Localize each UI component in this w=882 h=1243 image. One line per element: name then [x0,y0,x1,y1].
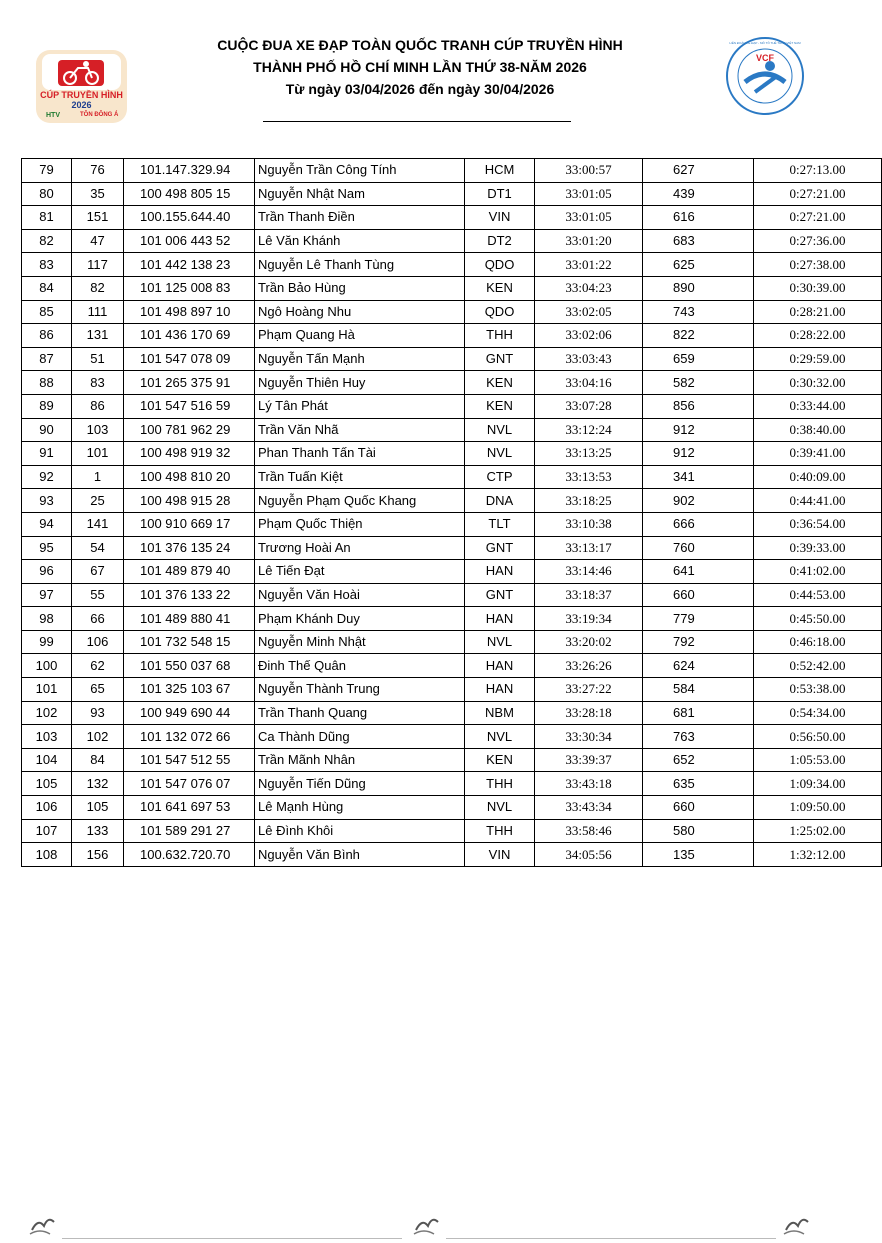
uci-id-cell: 100 498 919 32 [124,442,255,466]
table-row [22,630,882,654]
time-cell: 33:20:02 [535,630,643,654]
rider-name-cell: Lê Tiến Đạt [255,560,465,584]
rank-cell: 101 [22,678,72,702]
logo-cup-text: CÚP TRUYỀN HÌNH [40,90,123,100]
rank-cell: 99 [22,630,72,654]
rank-cell: 79 [22,159,72,183]
points-cell: 580 [643,819,754,843]
bib-cell: 82 [72,276,124,300]
points-cell: 912 [643,418,754,442]
table-row [22,182,882,206]
gap-cell: 0:52:42.00 [754,654,882,678]
table-row [22,394,882,418]
cyclist-icon [56,56,106,88]
points-cell: 683 [643,229,754,253]
sponsor-logo-text: TÔN ĐÔNG Á [80,112,119,118]
rider-name-cell: Nguyễn Minh Nhật [255,630,465,654]
rank-cell: 106 [22,796,72,820]
team-cell: CTP [465,465,535,489]
bib-cell: 141 [72,512,124,536]
gap-cell: 0:44:53.00 [754,583,882,607]
team-cell: NVL [465,418,535,442]
time-cell: 33:13:17 [535,536,643,560]
cyclist-mark-icon [28,1212,58,1238]
table-row [22,583,882,607]
points-cell: 624 [643,654,754,678]
bib-cell: 66 [72,607,124,631]
document-header [0,0,834,140]
time-cell: 33:43:34 [535,796,643,820]
rank-cell: 91 [22,442,72,466]
points-cell: 912 [643,442,754,466]
htv-logo-text: HTV [46,112,60,119]
rider-name-cell: Nguyễn Phạm Quốc Khang [255,489,465,513]
bib-cell: 133 [72,819,124,843]
bib-cell: 55 [72,583,124,607]
gap-cell: 0:56:50.00 [754,725,882,749]
title-underline [263,121,571,122]
cyclist-mark-icon [782,1212,812,1238]
rider-name-cell: Phạm Quang Hà [255,324,465,348]
team-cell: KEN [465,276,535,300]
team-cell: DNA [465,489,535,513]
gap-cell: 0:27:21.00 [754,206,882,230]
rider-name-cell: Trần Mãnh Nhân [255,748,465,772]
table-row [22,159,882,183]
time-cell: 33:13:25 [535,442,643,466]
team-cell: HAN [465,678,535,702]
team-cell: TLT [465,512,535,536]
table-row [22,418,882,442]
time-cell: 33:26:26 [535,654,643,678]
rider-name-cell: Ngô Hoàng Nhu [255,300,465,324]
gap-cell: 0:38:40.00 [754,418,882,442]
uci-id-cell: 101 547 516 59 [124,394,255,418]
uci-id-cell: 100 498 915 28 [124,489,255,513]
time-cell: 33:02:05 [535,300,643,324]
points-cell: 822 [643,324,754,348]
table-row [22,772,882,796]
team-cell: THH [465,772,535,796]
points-cell: 627 [643,159,754,183]
gap-cell: 1:32:12.00 [754,843,882,867]
uci-id-cell: 100 498 805 15 [124,182,255,206]
results-body [22,159,882,867]
points-cell: 341 [643,465,754,489]
rider-name-cell: Trần Văn Nhã [255,418,465,442]
rider-name-cell: Nguyễn Thành Trung [255,678,465,702]
uci-id-cell: 101 547 076 07 [124,772,255,796]
bib-cell: 83 [72,371,124,395]
gap-cell: 0:33:44.00 [754,394,882,418]
table-row [22,465,882,489]
bib-cell: 156 [72,843,124,867]
team-cell: NBM [465,701,535,725]
bib-cell: 105 [72,796,124,820]
table-row [22,300,882,324]
rank-cell: 84 [22,276,72,300]
table-row [22,796,882,820]
uci-id-cell: 101 132 072 66 [124,725,255,749]
bib-cell: 25 [72,489,124,513]
time-cell: 33:07:28 [535,394,643,418]
time-cell: 33:10:38 [535,512,643,536]
time-cell: 33:01:05 [535,206,643,230]
uci-id-cell: 101 547 512 55 [124,748,255,772]
team-cell: GNT [465,347,535,371]
points-cell: 856 [643,394,754,418]
table-row [22,229,882,253]
rider-name-cell: Phan Thanh Tấn Tài [255,442,465,466]
time-cell: 33:28:18 [535,701,643,725]
points-cell: 902 [643,489,754,513]
footer-rule-right [446,1238,776,1239]
points-cell: 641 [643,560,754,584]
rank-cell: 107 [22,819,72,843]
uci-id-cell: 101 489 880 41 [124,607,255,631]
team-cell: NVL [465,442,535,466]
team-cell: VIN [465,843,535,867]
gap-cell: 0:53:38.00 [754,678,882,702]
rank-cell: 85 [22,300,72,324]
table-row [22,560,882,584]
rank-cell: 92 [22,465,72,489]
uci-id-cell: 101 125 008 83 [124,276,255,300]
team-cell: HCM [465,159,535,183]
rank-cell: 81 [22,206,72,230]
gap-cell: 0:44:41.00 [754,489,882,513]
gap-cell: 0:28:22.00 [754,324,882,348]
gap-cell: 0:36:54.00 [754,512,882,536]
points-cell: 635 [643,772,754,796]
footer-rule-left [62,1238,402,1239]
time-cell: 33:12:24 [535,418,643,442]
table-row [22,819,882,843]
bib-cell: 86 [72,394,124,418]
rider-name-cell: Nguyễn Thiên Huy [255,371,465,395]
team-cell: NVL [465,630,535,654]
uci-id-cell: 101 732 548 15 [124,630,255,654]
table-row [22,843,882,867]
uci-id-cell: 100 498 810 20 [124,465,255,489]
rank-cell: 100 [22,654,72,678]
rank-cell: 102 [22,701,72,725]
points-cell: 660 [643,583,754,607]
time-cell: 33:02:06 [535,324,643,348]
gap-cell: 0:27:38.00 [754,253,882,277]
uci-id-cell: 100.155.644.40 [124,206,255,230]
gap-cell: 0:29:59.00 [754,347,882,371]
table-row [22,654,882,678]
time-cell: 33:27:22 [535,678,643,702]
team-cell: VIN [465,206,535,230]
points-cell: 792 [643,630,754,654]
uci-id-cell: 100 781 962 29 [124,418,255,442]
uci-id-cell: 101 498 897 10 [124,300,255,324]
rank-cell: 98 [22,607,72,631]
table-row [22,324,882,348]
uci-id-cell: 101 589 291 27 [124,819,255,843]
team-cell: NVL [465,796,535,820]
rank-cell: 108 [22,843,72,867]
rider-name-cell: Nguyễn Tấn Mạnh [255,347,465,371]
table-row [22,512,882,536]
time-cell: 33:13:53 [535,465,643,489]
team-cell: GNT [465,583,535,607]
time-cell: 33:04:16 [535,371,643,395]
time-cell: 33:18:25 [535,489,643,513]
points-cell: 135 [643,843,754,867]
gap-cell: 0:54:34.00 [754,701,882,725]
gap-cell: 0:27:13.00 [754,159,882,183]
table-row [22,276,882,300]
rider-name-cell: Lý Tân Phát [255,394,465,418]
title-line-2: THÀNH PHỐ HỒ CHÍ MINH LẦN THỨ 38-NĂM 2026 [253,59,587,75]
vcf-ring-text: LIÊN ĐOÀN XE ĐẠP - MÔ TÔ THỂ THAO VIỆT NAM [729,41,801,45]
points-cell: 625 [643,253,754,277]
bib-cell: 132 [72,772,124,796]
time-cell: 33:18:37 [535,583,643,607]
points-cell: 659 [643,347,754,371]
uci-id-cell: 100 910 669 17 [124,512,255,536]
bib-cell: 111 [72,300,124,324]
title-line-1: CUỘC ĐUA XE ĐẠP TOÀN QUỐC TRANH CÚP TRUYỀN HÌNH [217,37,623,53]
uci-id-cell: 101 436 170 69 [124,324,255,348]
team-cell: HAN [465,560,535,584]
points-cell: 760 [643,536,754,560]
points-cell: 616 [643,206,754,230]
time-cell: 34:05:56 [535,843,643,867]
bib-cell: 117 [72,253,124,277]
gap-cell: 1:25:02.00 [754,819,882,843]
rank-cell: 83 [22,253,72,277]
rank-cell: 90 [22,418,72,442]
gap-cell: 0:28:21.00 [754,300,882,324]
team-cell: DT1 [465,182,535,206]
time-cell: 33:03:43 [535,347,643,371]
uci-id-cell: 101 547 078 09 [124,347,255,371]
time-cell: 33:00:57 [535,159,643,183]
uci-id-cell: 101 376 133 22 [124,583,255,607]
table-row [22,253,882,277]
table-row [22,701,882,725]
table-row [22,371,882,395]
rank-cell: 82 [22,229,72,253]
rider-name-cell: Nguyễn Nhật Nam [255,182,465,206]
time-cell: 33:19:34 [535,607,643,631]
team-cell: QDO [465,300,535,324]
rank-cell: 96 [22,560,72,584]
points-cell: 666 [643,512,754,536]
table-row [22,536,882,560]
rider-name-cell: Đinh Thế Quân [255,654,465,678]
bib-cell: 151 [72,206,124,230]
team-cell: KEN [465,371,535,395]
team-cell: NVL [465,725,535,749]
gap-cell: 0:45:50.00 [754,607,882,631]
table-row [22,442,882,466]
rider-name-cell: Ca Thành Dũng [255,725,465,749]
points-cell: 584 [643,678,754,702]
gap-cell: 1:09:34.00 [754,772,882,796]
rider-name-cell: Lê Mạnh Hùng [255,796,465,820]
rank-cell: 105 [22,772,72,796]
time-cell: 33:01:05 [535,182,643,206]
uci-id-cell: 100 949 690 44 [124,701,255,725]
table-row [22,607,882,631]
gap-cell: 0:30:32.00 [754,371,882,395]
rank-cell: 97 [22,583,72,607]
time-cell: 33:01:20 [535,229,643,253]
bib-cell: 106 [72,630,124,654]
bib-cell: 103 [72,418,124,442]
tv-cup-logo [36,50,127,123]
gap-cell: 0:27:21.00 [754,182,882,206]
gap-cell: 0:27:36.00 [754,229,882,253]
uci-id-cell: 101 376 135 24 [124,536,255,560]
vcf-logo-icon [725,36,805,116]
rider-name-cell: Nguyễn Văn Hoài [255,583,465,607]
event-title [180,34,660,100]
table-row [22,725,882,749]
title-date-range: Từ ngày 03/04/2026 đến ngày 30/04/2026 [285,81,555,97]
team-cell: DT2 [465,229,535,253]
rank-cell: 86 [22,324,72,348]
time-cell: 33:01:22 [535,253,643,277]
bib-cell: 67 [72,560,124,584]
points-cell: 743 [643,300,754,324]
rank-cell: 80 [22,182,72,206]
points-cell: 890 [643,276,754,300]
rider-name-cell: Phạm Khánh Duy [255,607,465,631]
points-cell: 439 [643,182,754,206]
points-cell: 763 [643,725,754,749]
table-row [22,489,882,513]
gap-cell: 1:09:50.00 [754,796,882,820]
team-cell: THH [465,324,535,348]
rank-cell: 95 [22,536,72,560]
bib-cell: 65 [72,678,124,702]
rider-name-cell: Trương Hoài An [255,536,465,560]
rank-cell: 93 [22,489,72,513]
bib-cell: 93 [72,701,124,725]
gap-cell: 0:39:33.00 [754,536,882,560]
cyclist-mark-icon [412,1212,442,1238]
uci-id-cell: 101 325 103 67 [124,678,255,702]
bib-cell: 84 [72,748,124,772]
team-cell: HAN [465,607,535,631]
team-cell: GNT [465,536,535,560]
team-cell: KEN [465,748,535,772]
points-cell: 652 [643,748,754,772]
uci-id-cell: 100.632.720.70 [124,843,255,867]
points-cell: 779 [643,607,754,631]
rider-name-cell: Lê Đình Khôi [255,819,465,843]
time-cell: 33:43:18 [535,772,643,796]
rank-cell: 89 [22,394,72,418]
gap-cell: 0:41:02.00 [754,560,882,584]
bib-cell: 102 [72,725,124,749]
table-row [22,748,882,772]
bib-cell: 54 [72,536,124,560]
bib-cell: 51 [72,347,124,371]
team-cell: HAN [465,654,535,678]
bib-cell: 35 [72,182,124,206]
time-cell: 33:58:46 [535,819,643,843]
points-cell: 582 [643,371,754,395]
gap-cell: 1:05:53.00 [754,748,882,772]
rank-cell: 87 [22,347,72,371]
rider-name-cell: Nguyễn Lê Thanh Tùng [255,253,465,277]
uci-id-cell: 101.147.329.94 [124,159,255,183]
team-cell: THH [465,819,535,843]
gap-cell: 0:46:18.00 [754,630,882,654]
bib-cell: 101 [72,442,124,466]
rider-name-cell: Phạm Quốc Thiện [255,512,465,536]
bib-cell: 76 [72,159,124,183]
time-cell: 33:30:34 [535,725,643,749]
table-row [22,678,882,702]
bib-cell: 131 [72,324,124,348]
uci-id-cell: 101 489 879 40 [124,560,255,584]
bib-cell: 47 [72,229,124,253]
bib-cell: 62 [72,654,124,678]
team-cell: QDO [465,253,535,277]
table-row [22,347,882,371]
uci-id-cell: 101 442 138 23 [124,253,255,277]
rank-cell: 88 [22,371,72,395]
rider-name-cell: Trần Thanh Quang [255,701,465,725]
uci-id-cell: 101 006 443 52 [124,229,255,253]
rider-name-cell: Lê Văn Khánh [255,229,465,253]
uci-id-cell: 101 550 037 68 [124,654,255,678]
rank-cell: 94 [22,512,72,536]
time-cell: 33:04:23 [535,276,643,300]
points-cell: 681 [643,701,754,725]
time-cell: 33:14:46 [535,560,643,584]
rank-cell: 103 [22,725,72,749]
rider-name-cell: Trần Bảo Hùng [255,276,465,300]
rider-name-cell: Trần Thanh Điền [255,206,465,230]
rider-name-cell: Nguyễn Văn Bình [255,843,465,867]
rider-name-cell: Trần Tuấn Kiệt [255,465,465,489]
rider-name-cell: Nguyễn Tiến Dũng [255,772,465,796]
logo-year-text: 2026 [71,100,92,110]
gap-cell: 0:39:41.00 [754,442,882,466]
time-cell: 33:39:37 [535,748,643,772]
rider-name-cell: Nguyễn Trần Công Tính [255,159,465,183]
gap-cell: 0:40:09.00 [754,465,882,489]
results-table [21,158,882,867]
rank-cell: 104 [22,748,72,772]
table-row [22,206,882,230]
bib-cell: 1 [72,465,124,489]
uci-id-cell: 101 641 697 53 [124,796,255,820]
gap-cell: 0:30:39.00 [754,276,882,300]
uci-id-cell: 101 265 375 91 [124,371,255,395]
points-cell: 660 [643,796,754,820]
vcf-text: VCF [756,53,774,63]
team-cell: KEN [465,394,535,418]
